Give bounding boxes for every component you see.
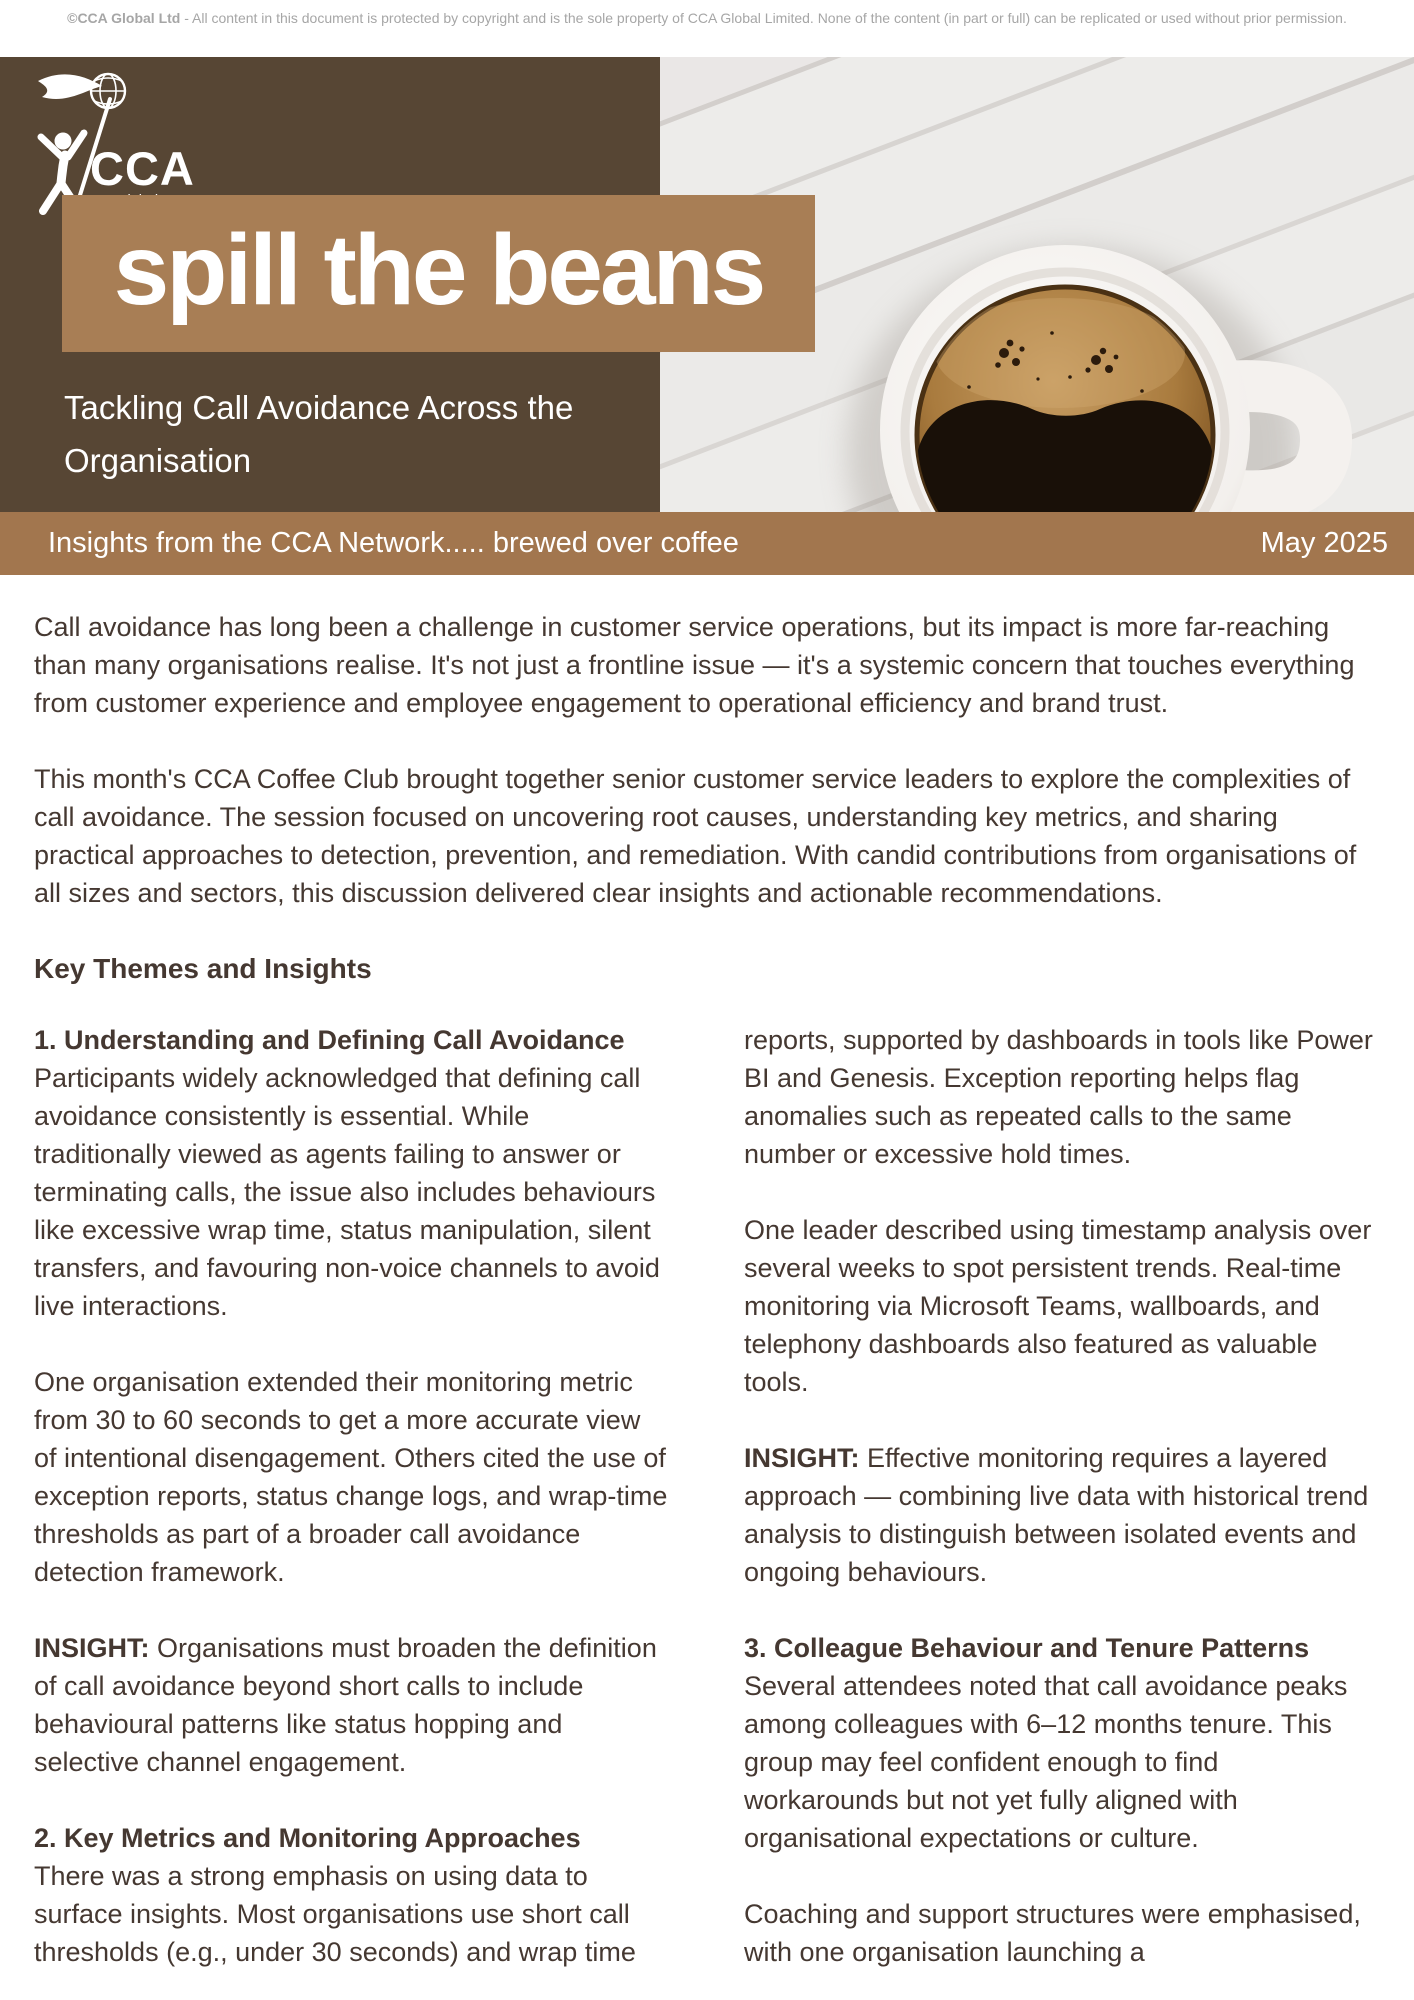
insight-text: Effective monitoring requires a layered approach — combining live data with historical trend analysis to distinguish between isolated events and ongoing behaviours. bbox=[744, 1443, 1369, 1587]
cca-logo bbox=[26, 65, 216, 215]
insight-text: Organisations must broaden the definition of call avoidance beyond short calls to include behavioural patterns like status hopping and selective channel engagement. bbox=[34, 1633, 657, 1777]
intro-paragraph: This month's CCA Coffee Club brought together senior customer service leaders to explore the complexities of call avoidance. The session focused on uncovering root causes, understanding key metrics, and sharing practical approaches to detection, prevention, and remediation. With candid contributions from organisations of all sizes and sectors, this discussion delivered clear insights and actionable recommendations. bbox=[34, 764, 1357, 908]
two-column-layout bbox=[34, 1021, 1380, 1971]
copyright-notice bbox=[0, 0, 1414, 57]
article-body bbox=[0, 575, 1414, 1971]
intro-paragraph: Call avoidance has long been a challenge in customer service operations, but its impact is more far-reaching than many organisations realise. It's not just a frontline issue — it's a systemic concern that touches everything from customer experience and employee engagement to operational efficiency and brand trust. bbox=[34, 612, 1355, 718]
insight-label: INSIGHT: bbox=[744, 1443, 860, 1473]
header-banner bbox=[0, 57, 1414, 512]
theme-2-paragraph: There was a strong emphasis on using data to surface insights. Most organisations use short call thresholds (e.g., under 30 seconds) and wrap time bbox=[34, 1861, 636, 1967]
insight-label: INSIGHT: bbox=[34, 1633, 150, 1663]
info-bar bbox=[0, 512, 1414, 575]
copyright-text: - All content in this document is protected by copyright and is the sole property of CCA Global Limited. None of the content (in part or full) can be replicated or used without prior permission. bbox=[180, 10, 1347, 26]
theme-3-paragraph: Coaching and support structures were emphasised, with one organisation launching a bbox=[744, 1899, 1361, 1967]
theme-1-heading: 1. Understanding and Defining Call Avoidance bbox=[34, 1025, 625, 1055]
title-band bbox=[62, 195, 815, 352]
theme-3-paragraph: Several attendees noted that call avoidance peaks among colleagues with 6–12 months tenure. This group may feel confident enough to find workarounds but not yet fully aligned with organisational expectations or culture. bbox=[744, 1671, 1348, 1853]
left-column bbox=[34, 1021, 668, 1971]
newsletter-title: spill the beans bbox=[113, 213, 764, 326]
theme-2-paragraph: reports, supported by dashboards in tools like Power BI and Genesis. Exception reporting helps flag anomalies such as repeated calls to the same number or excessive hold times. bbox=[744, 1025, 1373, 1169]
section-heading: Key Themes and Insights bbox=[34, 953, 372, 984]
logo-text: CCA bbox=[90, 142, 195, 195]
theme-2-heading: 2. Key Metrics and Monitoring Approaches bbox=[34, 1823, 581, 1853]
theme-3-heading: 3. Colleague Behaviour and Tenure Patterns bbox=[744, 1633, 1310, 1663]
theme-2-insight bbox=[744, 1439, 1378, 1591]
coffee-smile bbox=[916, 400, 1214, 512]
copyright-owner: ©CCA Global Ltd bbox=[67, 10, 181, 26]
info-bar-tagline: Insights from the CCA Network..... brewed over coffee bbox=[48, 527, 739, 559]
right-column bbox=[744, 1021, 1378, 1971]
cca-logo-mark bbox=[26, 65, 216, 215]
issue-date: May 2025 bbox=[1260, 527, 1388, 559]
theme-1-paragraph: Participants widely acknowledged that defining call avoidance consistently is essential. While traditionally viewed as agents failing to answer or terminating calls, the issue also includes behaviours like excessive wrap time, status manipulation, silent transfers, and favouring non-voice channels to avoid live interactions. bbox=[34, 1063, 660, 1321]
theme-2-paragraph: One leader described using timestamp analysis over several weeks to spot persistent trends. Real-time monitoring via Microsoft Teams, wallboards, and telephony dashboards also featured as valuable tools. bbox=[744, 1215, 1372, 1397]
theme-1-insight bbox=[34, 1629, 668, 1781]
issue-subtitle: Tackling Call Avoidance Across the Organisation bbox=[64, 389, 574, 479]
theme-1-paragraph: One organisation extended their monitoring metric from 30 to 60 seconds to get a more accurate view of intentional disengagement. Others cited the use of exception reports, status change logs, and wrap-time thresholds as part of a broader call avoidance detection framework. bbox=[34, 1367, 668, 1587]
